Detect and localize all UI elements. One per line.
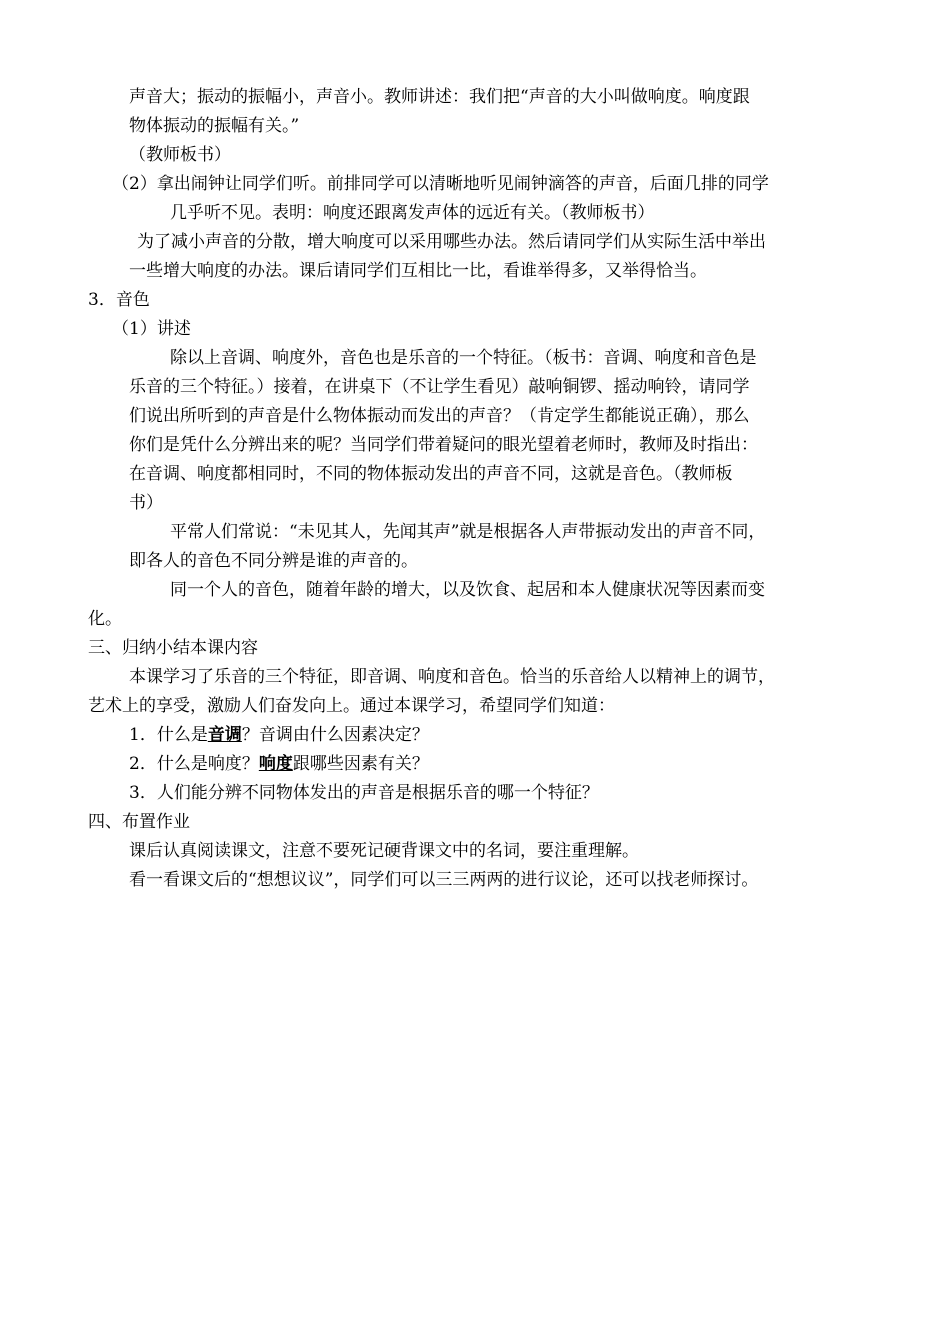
paragraph-line: 除以上音调、响度外，音色也是乐音的一个特征。（板书：音调、响度和音色是: [170, 348, 757, 368]
subsection-heading: （1）讲述: [112, 319, 191, 339]
paragraph-line: 几乎听不见。表明：响度还跟离发声体的远近有关。（教师板书）: [170, 203, 655, 223]
paragraph-line: 本课学习了乐音的三个特征，即音调、响度和音色。恰当的乐音给人以精神上的调节，: [129, 667, 775, 687]
list-item: [129, 724, 429, 746]
section-heading: 3．音色: [88, 290, 150, 310]
section-heading: 四、布置作业: [88, 812, 190, 832]
paragraph-line: 即各人的音色不同分辨是谁的声音的。: [129, 551, 418, 571]
underlined-term: 音调: [207, 725, 242, 745]
paragraph-line: 课后认真阅读课文，注意不要死记硬背课文中的名词，要注重理解。: [129, 841, 639, 861]
section-heading: 三、归纳小结本课内容: [88, 638, 258, 658]
list-item-text: 2．什么是响度？: [129, 754, 259, 774]
paragraph-line: 为了减小声音的分散，增大响度可以采用哪些办法。然后请同学们从实际生活中举出: [137, 232, 766, 252]
paragraph-line: 艺术上的享受，激励人们奋发向上。通过本课学习，希望同学们知道：: [88, 696, 615, 716]
list-item: [129, 753, 429, 775]
paragraph-line: （教师板书）: [129, 145, 231, 165]
paragraph-line: 同一个人的音色，随着年龄的增大，以及饮食、起居和本人健康状况等因素而变: [170, 580, 765, 600]
underlined-term: 响度: [258, 754, 293, 774]
paragraph-line: 平常人们常说：“未见其人，先闻其声”就是根据各人声带振动发出的声音不同，: [170, 522, 766, 542]
paragraph-line: 物体振动的振幅有关。”: [129, 116, 300, 136]
paragraph-line: 看一看课文后的“想想议议”，同学们可以三三两两的进行议论，还可以找老师探讨。: [129, 870, 759, 890]
list-item-text: 1．什么是: [129, 725, 208, 745]
paragraph-line: （2）拿出闹钟让同学们听。前排同学可以清晰地听见闹钟滴答的声音，后面几排的同学: [112, 174, 769, 194]
paragraph-line: 一些增大响度的办法。课后请同学们互相比一比，看谁举得多，又举得恰当。: [129, 261, 707, 281]
paragraph-line: 你们是凭什么分辨出来的呢？当同学们带着疑问的眼光望着老师时，教师及时指出：: [129, 435, 758, 455]
paragraph-line: 们说出所听到的声音是什么物体振动而发出的声音？（肯定学生都能说正确），那么: [129, 406, 750, 426]
paragraph-line: 乐音的三个特征。）接着，在讲桌下（不让学生看见）敲响铜锣、摇动响铃，请同学: [129, 377, 750, 397]
paragraph-line: 在音调、响度都相同时，不同的物体振动发出的声音不同，这就是音色。（教师板: [129, 464, 733, 484]
paragraph-line: 书）: [129, 493, 163, 513]
list-item-text: 跟哪些因素有关？: [292, 754, 429, 774]
paragraph-line: 化。: [88, 609, 122, 629]
list-item-text: ？音调由什么因素决定？: [241, 725, 429, 745]
paragraph-line: 声音大；振动的振幅小，声音小。教师讲述：我们把“声音的大小叫做响度。响度跟: [129, 87, 750, 107]
list-item: 3．人们能分辨不同物体发出的声音是根据乐音的哪一个特征？: [129, 783, 599, 803]
